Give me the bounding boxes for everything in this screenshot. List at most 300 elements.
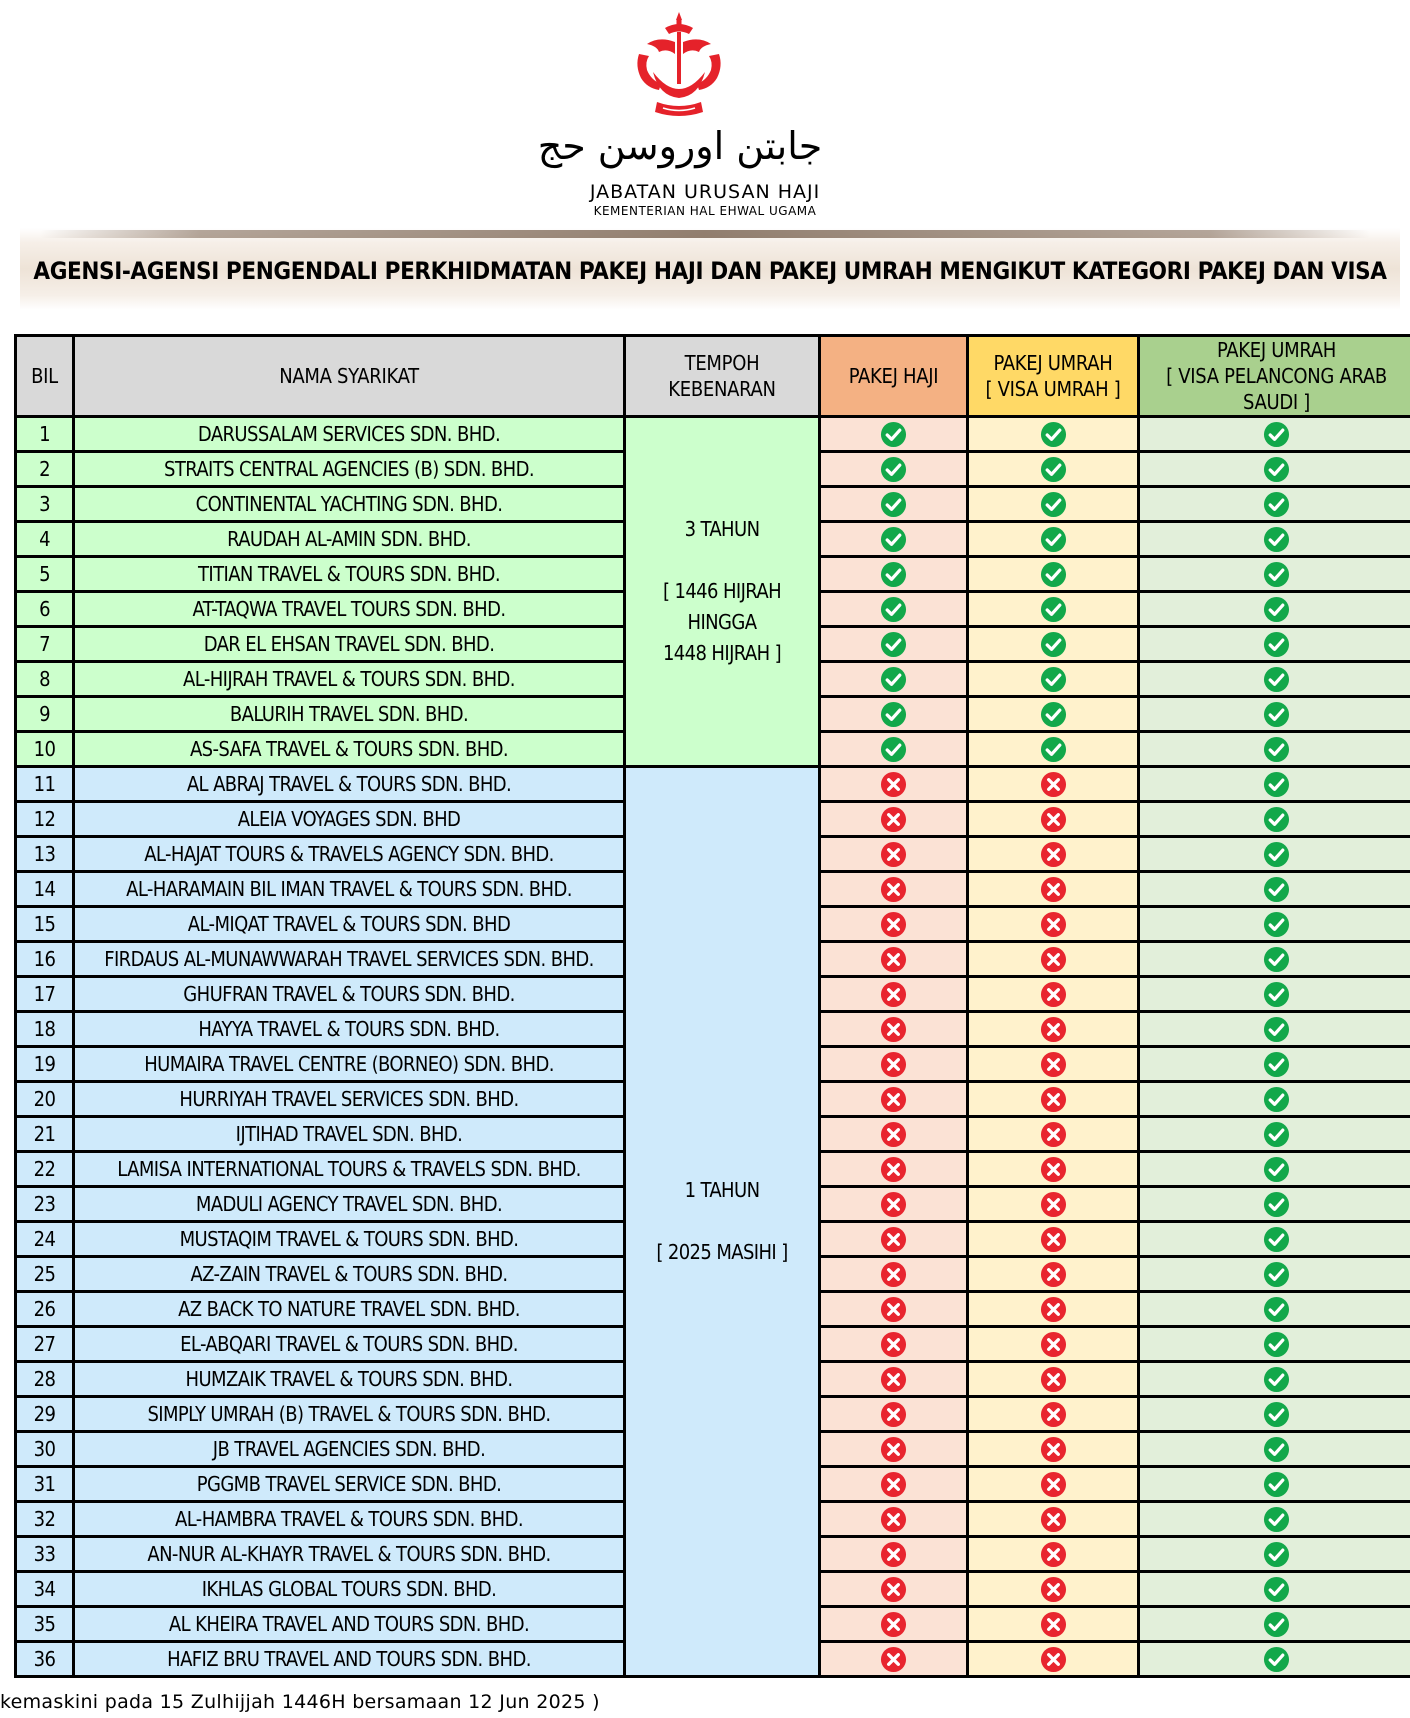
check-icon [1263, 1611, 1290, 1635]
cross-icon [880, 1541, 907, 1565]
check-icon [1040, 526, 1067, 550]
cross-icon [1040, 771, 1067, 795]
pakej-haji-cell [821, 523, 966, 555]
cross-icon [880, 1366, 907, 1390]
check-icon [1263, 1541, 1290, 1565]
period-one-year [626, 768, 818, 1675]
company-name: AL-HAJAT TOURS & TRAVELS AGENCY SDN. BHD. [75, 838, 623, 870]
row-number: 30 [17, 1433, 72, 1465]
pakej-haji-cell [821, 838, 966, 870]
pakej-umrah-cell [969, 943, 1137, 975]
cross-icon [1040, 841, 1067, 865]
row-number: 11 [17, 768, 72, 800]
header-pelancong-line2: [ VISA PELANCONG ARAB [1166, 364, 1387, 388]
row-number: 33 [17, 1538, 72, 1570]
pakej-haji-cell [821, 1328, 966, 1360]
company-name: IKHLAS GLOBAL TOURS SDN. BHD. [75, 1573, 623, 1605]
row-number: 8 [17, 663, 72, 695]
pakej-haji-cell [821, 663, 966, 695]
row-number: 36 [17, 1643, 72, 1675]
check-icon [1263, 841, 1290, 865]
header-umrah-line2: [ VISA UMRAH ] [985, 377, 1121, 401]
cross-icon [1040, 1121, 1067, 1145]
check-icon [1263, 1506, 1290, 1530]
pakej-umrah-cell [969, 908, 1137, 940]
check-icon [1263, 1366, 1290, 1390]
check-icon [1263, 1401, 1290, 1425]
company-name: HAYYA TRAVEL & TOURS SDN. BHD. [75, 1013, 623, 1045]
pakej-umrah-cell [969, 453, 1137, 485]
pakej-haji-cell [821, 1643, 966, 1675]
company-name: HURRIYAH TRAVEL SERVICES SDN. BHD. [75, 1083, 623, 1115]
row-number: 17 [17, 978, 72, 1010]
pakej-haji-cell [821, 453, 966, 485]
company-name: HAFIZ BRU TRAVEL AND TOURS SDN. BHD. [75, 1643, 623, 1675]
check-icon [1263, 736, 1290, 760]
table-row [17, 768, 1410, 800]
check-icon [1263, 1226, 1290, 1250]
pakej-pelancong-cell [1140, 558, 1410, 590]
check-icon [880, 526, 907, 550]
pakej-pelancong-cell [1140, 978, 1410, 1010]
pakej-pelancong-cell [1140, 873, 1410, 905]
row-number: 20 [17, 1083, 72, 1115]
check-icon [1263, 1331, 1290, 1355]
company-name: AL-MIQAT TRAVEL & TOURS SDN. BHD [75, 908, 623, 940]
agency-table-body [17, 418, 1410, 1675]
cross-icon [1040, 981, 1067, 1005]
pakej-haji-cell [821, 1083, 966, 1115]
company-name: STRAITS CENTRAL AGENCIES (B) SDN. BHD. [75, 453, 623, 485]
pakej-haji-cell [821, 1433, 966, 1465]
company-name: EL-ABQARI TRAVEL & TOURS SDN. BHD. [75, 1328, 623, 1360]
pakej-umrah-cell [969, 768, 1137, 800]
pakej-umrah-cell [969, 1258, 1137, 1290]
check-icon [1263, 876, 1290, 900]
header-period-line1: TEMPOH [684, 351, 760, 375]
pakej-umrah-cell [969, 1538, 1137, 1570]
pakej-haji-cell [821, 1223, 966, 1255]
cross-icon [880, 1401, 907, 1425]
row-number: 34 [17, 1573, 72, 1605]
row-number: 1 [17, 418, 72, 450]
cross-icon [1040, 946, 1067, 970]
cross-icon [880, 1051, 907, 1075]
pakej-pelancong-cell [1140, 1083, 1410, 1115]
company-name: HUMAIRA TRAVEL CENTRE (BORNEO) SDN. BHD. [75, 1048, 623, 1080]
header-umrah-line1: PAKEJ UMRAH [993, 351, 1113, 375]
document-title: AGENSI-AGENSI PENGENDALI PERKHIDMATAN PAKEJ HAJI DAN PAKEJ UMRAH MENGIKUT KATEGORI PAKEJ DAN VISA [33, 257, 1387, 285]
check-icon [1263, 456, 1290, 480]
cross-icon [1040, 1086, 1067, 1110]
row-number: 18 [17, 1013, 72, 1045]
row-number: 14 [17, 873, 72, 905]
pakej-pelancong-cell [1140, 523, 1410, 555]
check-icon [880, 421, 907, 445]
check-icon [1263, 1646, 1290, 1670]
pakej-haji-cell [821, 1503, 966, 1535]
check-icon [1040, 666, 1067, 690]
check-icon [1263, 1051, 1290, 1075]
pakej-haji-cell [821, 1013, 966, 1045]
check-icon [1040, 701, 1067, 725]
pakej-haji-cell [821, 488, 966, 520]
pakej-umrah-cell [969, 593, 1137, 625]
check-icon [1263, 701, 1290, 725]
cross-icon [880, 1121, 907, 1145]
row-number: 27 [17, 1328, 72, 1360]
pakej-haji-cell [821, 698, 966, 730]
row-number: 2 [17, 453, 72, 485]
pakej-umrah-cell [969, 1293, 1137, 1325]
pakej-pelancong-cell [1140, 1293, 1410, 1325]
check-icon [880, 666, 907, 690]
check-icon [1263, 561, 1290, 585]
pakej-umrah-cell [969, 1048, 1137, 1080]
company-name: AT-TAQWA TRAVEL TOURS SDN. BHD. [75, 593, 623, 625]
document-header [0, 0, 1410, 218]
cross-icon [880, 876, 907, 900]
company-name: RAUDAH AL-AMIN SDN. BHD. [75, 523, 623, 555]
period-three-year-line3: HINGGA [687, 610, 757, 634]
pakej-haji-cell [821, 1258, 966, 1290]
check-icon [1263, 1121, 1290, 1145]
check-icon [880, 456, 907, 480]
pakej-umrah-cell [969, 1083, 1137, 1115]
pakej-pelancong-cell [1140, 1468, 1410, 1500]
check-icon [1263, 1016, 1290, 1040]
company-name: JB TRAVEL AGENCIES SDN. BHD. [75, 1433, 623, 1465]
pakej-haji-cell [821, 978, 966, 1010]
cross-icon [880, 1576, 907, 1600]
company-name: HUMZAIK TRAVEL & TOURS SDN. BHD. [75, 1363, 623, 1395]
check-icon [1263, 1471, 1290, 1495]
row-number: 32 [17, 1503, 72, 1535]
check-icon [1040, 736, 1067, 760]
pakej-umrah-cell [969, 663, 1137, 695]
cross-icon [1040, 1296, 1067, 1320]
company-name: TITIAN TRAVEL & TOURS SDN. BHD. [75, 558, 623, 590]
header-bil: BIL [17, 337, 72, 415]
pakej-umrah-cell [969, 873, 1137, 905]
company-name: AL-HARAMAIN BIL IMAN TRAVEL & TOURS SDN. BHD. [75, 873, 623, 905]
cross-icon [880, 1226, 907, 1250]
company-name: LAMISA INTERNATIONAL TOURS & TRAVELS SDN. BHD. [75, 1153, 623, 1185]
pakej-haji-cell [821, 1153, 966, 1185]
pakej-haji-cell [821, 1468, 966, 1500]
row-number: 21 [17, 1118, 72, 1150]
pakej-pelancong-cell [1140, 1608, 1410, 1640]
pakej-pelancong-cell [1140, 1433, 1410, 1465]
check-icon [1263, 1436, 1290, 1460]
company-name: AL KHEIRA TRAVEL AND TOURS SDN. BHD. [75, 1608, 623, 1640]
agency-table [14, 334, 1410, 1678]
cross-icon [1040, 1401, 1067, 1425]
pakej-pelancong-cell [1140, 1328, 1410, 1360]
header-pakej-haji: PAKEJ HAJI [821, 337, 966, 415]
pakej-umrah-cell [969, 838, 1137, 870]
company-name: FIRDAUS AL-MUNAWWARAH TRAVEL SERVICES SDN. BHD. [75, 943, 623, 975]
row-number: 35 [17, 1608, 72, 1640]
check-icon [880, 631, 907, 655]
cross-icon [880, 911, 907, 935]
pakej-haji-cell [821, 768, 966, 800]
pakej-pelancong-cell [1140, 1643, 1410, 1675]
pakej-pelancong-cell [1140, 768, 1410, 800]
check-icon [1263, 1261, 1290, 1285]
pakej-pelancong-cell [1140, 1118, 1410, 1150]
cross-icon [1040, 1611, 1067, 1635]
period-three-year-line1: 3 TAHUN [684, 517, 760, 541]
check-icon [1263, 596, 1290, 620]
cross-icon [880, 771, 907, 795]
pakej-umrah-cell [969, 488, 1137, 520]
check-icon [880, 491, 907, 515]
pakej-umrah-cell [969, 1153, 1137, 1185]
check-icon [1263, 981, 1290, 1005]
pakej-pelancong-cell [1140, 418, 1410, 450]
pakej-pelancong-cell [1140, 593, 1410, 625]
department-name: JABATAN URUSAN HAJI [589, 181, 821, 203]
pakej-haji-cell [821, 1293, 966, 1325]
cross-icon [1040, 1506, 1067, 1530]
check-icon [1263, 1296, 1290, 1320]
cross-icon [880, 1261, 907, 1285]
check-icon [1040, 561, 1067, 585]
header-period [626, 337, 818, 415]
check-icon [880, 701, 907, 725]
pakej-umrah-cell [969, 523, 1137, 555]
pakej-umrah-cell [969, 1643, 1137, 1675]
pakej-haji-cell [821, 593, 966, 625]
cross-icon [880, 1191, 907, 1215]
cross-icon [1040, 1541, 1067, 1565]
pakej-haji-cell [821, 1118, 966, 1150]
company-name: AL ABRAJ TRAVEL & TOURS SDN. BHD. [75, 768, 623, 800]
cross-icon [1040, 1646, 1067, 1670]
check-icon [1263, 1086, 1290, 1110]
pakej-haji-cell [821, 733, 966, 765]
company-name: AL-HIJRAH TRAVEL & TOURS SDN. BHD. [75, 663, 623, 695]
check-icon [1263, 491, 1290, 515]
pakej-umrah-cell [969, 1188, 1137, 1220]
pakej-haji-cell [821, 628, 966, 660]
pakej-haji-cell [821, 1573, 966, 1605]
company-name: AL-HAMBRA TRAVEL & TOURS SDN. BHD. [75, 1503, 623, 1535]
company-name: PGGMB TRAVEL SERVICE SDN. BHD. [75, 1468, 623, 1500]
check-icon [1263, 1576, 1290, 1600]
cross-icon [1040, 1471, 1067, 1495]
cross-icon [1040, 1366, 1067, 1390]
cross-icon [1040, 1331, 1067, 1355]
header-company-name: NAMA SYARIKAT [75, 337, 623, 415]
check-icon [1263, 1191, 1290, 1215]
cross-icon [880, 981, 907, 1005]
cross-icon [880, 1471, 907, 1495]
cross-icon [880, 1156, 907, 1180]
cross-icon [1040, 1051, 1067, 1075]
cross-icon [880, 1611, 907, 1635]
cross-icon [1040, 911, 1067, 935]
cross-icon [880, 1086, 907, 1110]
cross-icon [880, 1436, 907, 1460]
company-name: MUSTAQIM TRAVEL & TOURS SDN. BHD. [75, 1223, 623, 1255]
pakej-pelancong-cell [1140, 1048, 1410, 1080]
check-icon [1263, 1156, 1290, 1180]
cross-icon [880, 1506, 907, 1530]
row-number: 4 [17, 523, 72, 555]
cross-icon [880, 1296, 907, 1320]
cross-icon [1040, 1226, 1067, 1250]
company-name: ALEIA VOYAGES SDN. BHD [75, 803, 623, 835]
check-icon [1263, 946, 1290, 970]
cross-icon [880, 1646, 907, 1670]
pakej-umrah-cell [969, 1223, 1137, 1255]
pakej-pelancong-cell [1140, 1013, 1410, 1045]
row-number: 22 [17, 1153, 72, 1185]
pakej-umrah-cell [969, 1468, 1137, 1500]
check-icon [1263, 911, 1290, 935]
cross-icon [880, 1016, 907, 1040]
row-number: 5 [17, 558, 72, 590]
check-icon [1263, 666, 1290, 690]
row-number: 28 [17, 1363, 72, 1395]
row-number: 19 [17, 1048, 72, 1080]
row-number: 6 [17, 593, 72, 625]
pakej-pelancong-cell [1140, 838, 1410, 870]
pakej-haji-cell [821, 1538, 966, 1570]
pakej-umrah-cell [969, 698, 1137, 730]
cross-icon [1040, 1436, 1067, 1460]
pakej-umrah-cell [969, 628, 1137, 660]
banner-decorative-line [40, 230, 1370, 238]
pakej-umrah-cell [969, 803, 1137, 835]
pakej-umrah-cell [969, 1013, 1137, 1045]
cross-icon [880, 806, 907, 830]
pakej-umrah-cell [969, 1398, 1137, 1430]
check-icon [1040, 421, 1067, 445]
pakej-pelancong-cell [1140, 943, 1410, 975]
company-name: AZ-ZAIN TRAVEL & TOURS SDN. BHD. [75, 1258, 623, 1290]
check-icon [1263, 631, 1290, 655]
pakej-pelancong-cell [1140, 628, 1410, 660]
row-number: 26 [17, 1293, 72, 1325]
check-icon [1263, 806, 1290, 830]
check-icon [1040, 456, 1067, 480]
cross-icon [1040, 876, 1067, 900]
cross-icon [880, 1331, 907, 1355]
period-three-year [626, 418, 818, 765]
ministry-name: KEMENTERIAN HAL EHWAL UGAMA [593, 204, 817, 218]
row-number: 13 [17, 838, 72, 870]
row-number: 23 [17, 1188, 72, 1220]
pakej-pelancong-cell [1140, 453, 1410, 485]
cross-icon [1040, 806, 1067, 830]
header-pakej-umrah [969, 337, 1137, 415]
pakej-umrah-cell [969, 1363, 1137, 1395]
row-number: 16 [17, 943, 72, 975]
company-name: CONTINENTAL YACHTING SDN. BHD. [75, 488, 623, 520]
pakej-pelancong-cell [1140, 908, 1410, 940]
row-number: 29 [17, 1398, 72, 1430]
company-name: AN-NUR AL-KHAYR TRAVEL & TOURS SDN. BHD. [75, 1538, 623, 1570]
pakej-pelancong-cell [1140, 663, 1410, 695]
row-number: 15 [17, 908, 72, 940]
pakej-pelancong-cell [1140, 1258, 1410, 1290]
cross-icon [880, 946, 907, 970]
pakej-pelancong-cell [1140, 698, 1410, 730]
pakej-haji-cell [821, 1608, 966, 1640]
cross-icon [1040, 1016, 1067, 1040]
pakej-pelancong-cell [1140, 1398, 1410, 1430]
cross-icon [1040, 1576, 1067, 1600]
brunei-crest-icon [629, 10, 729, 122]
pakej-pelancong-cell [1140, 1573, 1410, 1605]
table-header-row [17, 337, 1410, 415]
pakej-haji-cell [821, 908, 966, 940]
company-name: MADULI AGENCY TRAVEL SDN. BHD. [75, 1188, 623, 1220]
row-number: 9 [17, 698, 72, 730]
company-name: DAR EL EHSAN TRAVEL SDN. BHD. [75, 628, 623, 660]
check-icon [1040, 491, 1067, 515]
pakej-umrah-cell [969, 978, 1137, 1010]
update-footnote: kemaskini pada 15 Zulhijjah 1446H bersamaan 12 Jun 2025 ) [0, 1691, 600, 1713]
pakej-umrah-cell [969, 1328, 1137, 1360]
pakej-haji-cell [821, 1398, 966, 1430]
pakej-umrah-cell [969, 1503, 1137, 1535]
header-period-line2: KEBENARAN [668, 377, 776, 401]
row-number: 12 [17, 803, 72, 835]
header-pakej-umrah-pelancong [1140, 337, 1410, 415]
pakej-haji-cell [821, 943, 966, 975]
period-one-year-line1: 1 TAHUN [684, 1178, 760, 1202]
company-name: AZ BACK TO NATURE TRAVEL SDN. BHD. [75, 1293, 623, 1325]
pakej-pelancong-cell [1140, 1538, 1410, 1570]
header-pelancong-line3: SAUDI ] [1242, 390, 1311, 414]
period-three-year-line2: [ 1446 HIJRAH [662, 579, 782, 603]
row-number: 25 [17, 1258, 72, 1290]
pakej-pelancong-cell [1140, 1223, 1410, 1255]
pakej-haji-cell [821, 803, 966, 835]
check-icon [880, 736, 907, 760]
pakej-pelancong-cell [1140, 1153, 1410, 1185]
company-name: SIMPLY UMRAH (B) TRAVEL & TOURS SDN. BHD. [75, 1398, 623, 1430]
cross-icon [880, 841, 907, 865]
pakej-haji-cell [821, 1363, 966, 1395]
row-number: 7 [17, 628, 72, 660]
pakej-pelancong-cell [1140, 1188, 1410, 1220]
pakej-umrah-cell [969, 1573, 1137, 1605]
pakej-haji-cell [821, 1048, 966, 1080]
company-name: GHUFRAN TRAVEL & TOURS SDN. BHD. [75, 978, 623, 1010]
header-pelancong-line1: PAKEJ UMRAH [1217, 338, 1336, 362]
pakej-pelancong-cell [1140, 1363, 1410, 1395]
row-number: 31 [17, 1468, 72, 1500]
pakej-umrah-cell [969, 733, 1137, 765]
pakej-umrah-cell [969, 418, 1137, 450]
pakej-umrah-cell [969, 1118, 1137, 1150]
pakej-umrah-cell [969, 1608, 1137, 1640]
cross-icon [1040, 1261, 1067, 1285]
table-row [17, 418, 1410, 450]
row-number: 3 [17, 488, 72, 520]
check-icon [880, 596, 907, 620]
pakej-haji-cell [821, 1188, 966, 1220]
check-icon [1263, 526, 1290, 550]
cross-icon [1040, 1156, 1067, 1180]
arabic-department-name: جابتن اوروسن حج [537, 124, 823, 168]
company-name: IJTIHAD TRAVEL SDN. BHD. [75, 1118, 623, 1150]
